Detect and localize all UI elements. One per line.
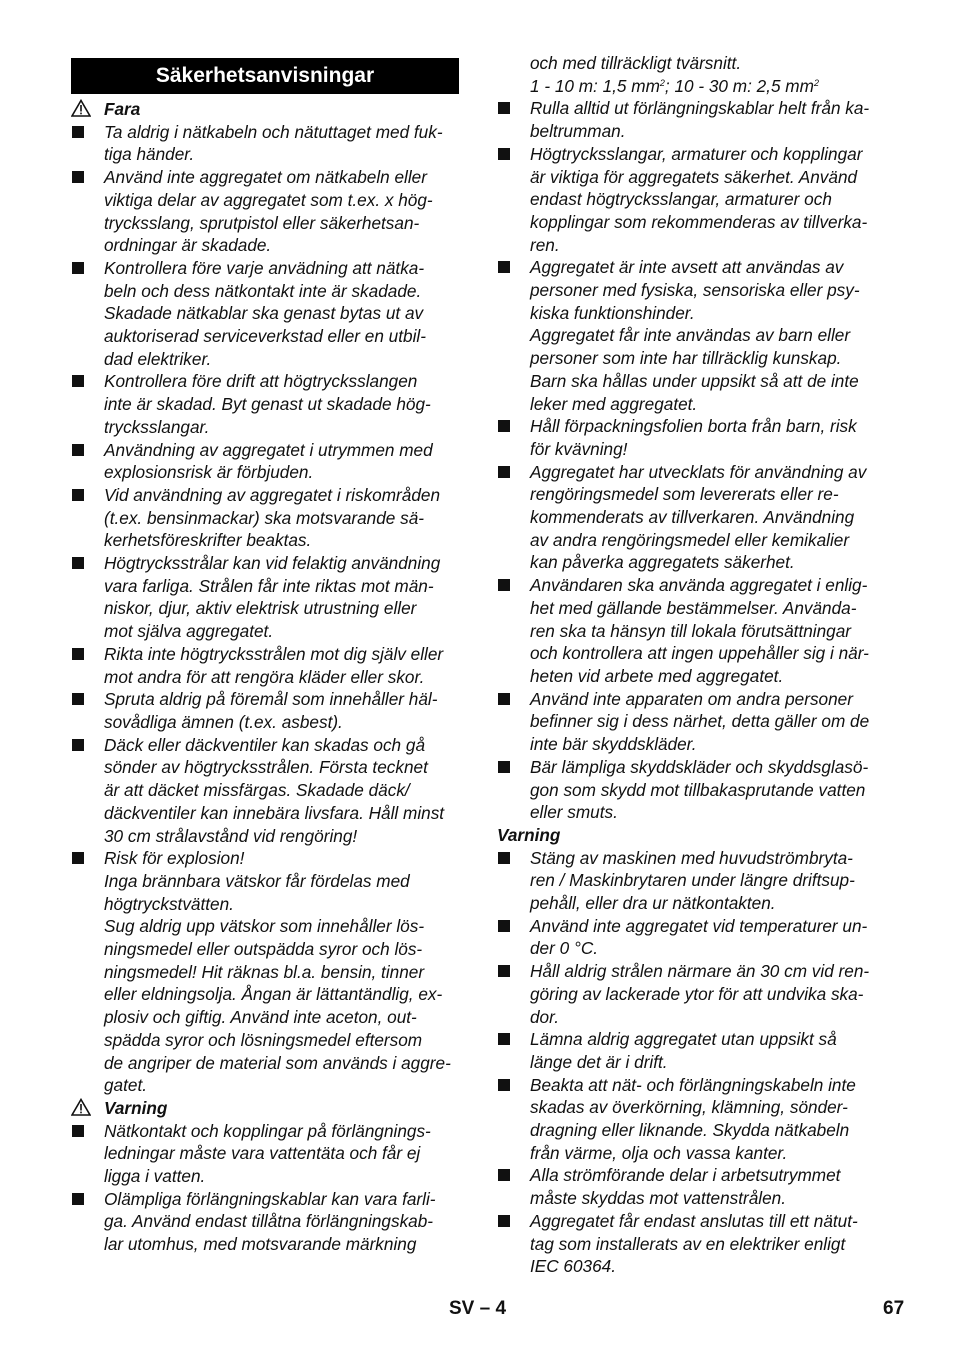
list-item — [497, 415, 887, 460]
list-item-line: Använd inte aggregatet vid temperaturer un- — [530, 915, 868, 936]
list-item-line: kommenderats av tillverkaren. Användning — [530, 507, 855, 528]
list-item-line: ordningar är skadade. — [104, 235, 272, 256]
list-item-line: mot själva aggregatet. — [104, 621, 274, 642]
right-varning-heading: Varning — [497, 824, 561, 845]
list-item-line: Aggregatet får endast anslutas till ett nätut- — [530, 1210, 858, 1231]
list-item — [497, 847, 887, 915]
list-item-line: Aggregatet får inte användas av barn eller — [530, 325, 851, 346]
list-item-line: gon som skydd mot tillbakasprutande vatten — [530, 779, 866, 800]
list-item-line: de angriper de material som används i aggre- — [104, 1052, 451, 1073]
list-item-line: måste skyddas mot vattenstrålen. — [530, 1188, 787, 1209]
list-item — [497, 1028, 887, 1073]
list-item-line: och kontrollera att ingen uppehåller sig i när- — [530, 643, 869, 664]
list-item-line: explosionsrisk är förbjuden. — [104, 462, 314, 483]
bullet-square-icon — [498, 1079, 510, 1091]
list-item-line: för kvävning! — [530, 438, 628, 459]
list-item-line: Högtrycksstrålar kan vid felaktig användning — [104, 553, 441, 574]
list-item-line: Vid användning av aggregatet i riskområden — [104, 484, 441, 505]
list-item — [497, 1210, 887, 1278]
list-item-line: der 0 °C. — [530, 938, 599, 959]
list-item-line: mot andra för att rengöra kläder eller skor. — [104, 666, 425, 687]
list-item-line: tiga händer. — [104, 144, 195, 165]
list-item-line: länge det är i drift. — [530, 1051, 668, 1072]
bullet-square-icon — [72, 739, 84, 751]
list-item-line: eller smuts. — [530, 802, 618, 823]
list-item-line: kerhetsföreskrifter beaktas. — [104, 530, 312, 551]
list-item — [497, 1074, 887, 1165]
list-item-line: trycksslangar. — [104, 416, 210, 437]
bullet-square-icon — [72, 489, 84, 501]
bullet-square-icon — [498, 466, 510, 478]
list-item-line: är att däcket missfärgas. Skadade däck/ — [104, 780, 410, 801]
list-item-line: dad elektriker. — [104, 348, 212, 369]
list-item-line: Aggregatet har utvecklats för användning av — [530, 461, 867, 482]
list-item-line: ren / Maskinbrytaren under längre driftsup- — [530, 870, 855, 891]
list-item — [497, 143, 887, 257]
bullet-square-icon — [72, 444, 84, 456]
section-title: Säkerhetsanvisningar — [71, 58, 459, 94]
list-item-line: kiska funktionshinder. — [530, 302, 695, 323]
footer-section-code: SV – 4 — [449, 1298, 507, 1319]
list-item — [497, 960, 887, 1028]
list-item-line: (t.ex. bensinmackar) ska motsvarande sä- — [104, 507, 424, 528]
list-item — [497, 256, 887, 415]
cable-spec-part2: ; 10 - 30 m: 2,5 mm — [664, 75, 814, 96]
list-item-line: personer som inte har tillräcklig kunskap. — [530, 348, 842, 369]
bullet-square-icon — [72, 1125, 84, 1137]
varning-heading-row — [71, 1097, 459, 1120]
list-item-line: ga. Använd endast tillåtna förlängningskab- — [104, 1211, 434, 1232]
list-item-line: niskor, djur, aktiv elektrisk utrustning eller — [104, 598, 417, 619]
list-item-line: beltrumman. — [530, 121, 626, 142]
list-item-line: befinner sig i dess närhet, detta gäller om de — [530, 711, 870, 732]
list-item-line: Skadade nätkablar ska genast bytas ut av — [104, 303, 424, 324]
list-item — [71, 643, 459, 688]
list-item-line: Håll aldrig strålen närmare än 30 cm vid ren- — [530, 961, 870, 982]
list-item-line: är viktiga för aggregatets säkerhet. Använd — [530, 166, 858, 187]
bullet-square-icon — [498, 1033, 510, 1045]
list-item-line: ningsmedel eller outspädda syror och lös- — [104, 939, 423, 960]
list-item-line: sönder av högtrycksstrålen. Första tecknet — [104, 757, 428, 778]
list-item-line: eller eldningsolja. Ångan är lättantändlig, ex- — [104, 984, 443, 1005]
list-item — [71, 484, 459, 552]
list-item-line: trycksslang, sprutpistol eller säkerhetsan- — [104, 212, 420, 233]
right-varning-list — [497, 847, 887, 1278]
list-item-line: Barn ska hållas under uppsikt så att de inte — [530, 370, 859, 391]
warning-triangle-icon — [71, 99, 91, 117]
list-item-line: tag som installerats av en elektriker enligt — [530, 1233, 846, 1254]
right-column — [497, 52, 887, 1278]
bullet-square-icon — [498, 579, 510, 591]
list-item-line: Sug aldrig upp vätskor som innehåller lös- — [104, 916, 425, 937]
list-item — [71, 257, 459, 371]
bullet-square-icon — [498, 852, 510, 864]
list-item-line: inte bär skyddskläder. — [530, 734, 697, 755]
list-item-line: Kontrollera före varje anvädning att nätka- — [104, 257, 425, 278]
list-item-line: personer med fysiska, sensoriska eller psy- — [530, 280, 860, 301]
list-item — [71, 370, 459, 438]
right-list — [497, 97, 887, 824]
list-item-line: däckventiler kan innebära livsfara. Håll minst — [104, 802, 445, 823]
list-item — [71, 734, 459, 848]
bullet-square-icon — [72, 648, 84, 660]
list-item — [497, 915, 887, 960]
varning-heading: Varning — [104, 1097, 168, 1118]
list-item — [71, 847, 459, 1097]
bullet-square-icon — [498, 693, 510, 705]
list-item-line: Bär lämpliga skyddskläder och skyddsglasö- — [530, 756, 869, 777]
list-item-line: leker med aggregatet. — [530, 393, 698, 414]
list-item-line: ningsmedel! Hit räknas bl.a. bensin, tinner — [104, 961, 425, 982]
list-item-line: Inga brännbara vätskor får fördelas med — [104, 870, 410, 891]
cable-spec-sup2: 2 — [813, 77, 819, 88]
fara-heading: Fara — [104, 99, 141, 119]
bullet-square-icon — [498, 148, 510, 160]
list-item — [71, 121, 459, 166]
list-item — [71, 439, 459, 484]
list-item-line: Användning av aggregatet i utrymmen med — [104, 439, 433, 460]
cable-spec-line — [497, 75, 887, 98]
list-item-line: ren. — [530, 234, 560, 255]
list-item — [71, 688, 459, 733]
list-item-line: Lämna aldrig aggregatet utan uppsikt så — [530, 1029, 837, 1050]
list-item-line: från värme, olja och vassa kanter. — [530, 1142, 788, 1163]
list-item — [497, 688, 887, 756]
bullet-square-icon — [72, 693, 84, 705]
list-item — [71, 552, 459, 643]
list-item-line: vara farliga. Strålen får inte riktas mot män- — [104, 575, 434, 596]
list-item-line: Rikta inte högtrycksstrålen mot dig själv eller — [104, 643, 444, 664]
list-item-line: ren ska ta hänsyn till lokala förutsättningar — [530, 620, 852, 641]
list-item-line: Ta aldrig i nätkabeln och nätuttaget med fuk- — [104, 121, 443, 142]
list-item-line: Använd inte apparaten om andra personer — [530, 688, 853, 709]
bullet-square-icon — [498, 102, 510, 114]
list-item-line: rengöringsmedel som levererats eller re- — [530, 484, 839, 505]
list-item-line: Använd inte aggregatet om nätkabeln eller — [104, 167, 427, 188]
list-item — [71, 1120, 459, 1188]
bullet-square-icon — [72, 852, 84, 864]
list-item-line: kan påverka aggregatets säkerhet. — [530, 552, 795, 573]
continuation-line: och med tillräckligt tvärsnitt. — [530, 53, 742, 73]
cable-spec-part1: 1 - 10 m: 1,5 mm — [530, 75, 660, 96]
list-item-line: endast högtrycksslangar, armaturer och — [530, 189, 832, 210]
list-item-line: plosiv och giftig. Använd inte aceton, out- — [104, 1007, 417, 1028]
list-item-line: högtryckstvätten. — [104, 893, 234, 914]
list-item-line: Stäng av maskinen med huvudströmbryta- — [530, 847, 853, 868]
list-item-line: gatet. — [104, 1075, 148, 1096]
list-item-line: inte är skadad. Byt genast ut skadade hög- — [104, 394, 431, 415]
bullet-square-icon — [72, 126, 84, 138]
list-item-line: dor. — [530, 1006, 559, 1027]
list-item — [497, 574, 887, 688]
left-column — [71, 58, 459, 1256]
warning-triangle-icon — [71, 1098, 91, 1116]
list-item-line: viktiga delar av aggregatet som t.ex. x hög- — [104, 189, 433, 210]
list-item-line: Beakta att nät- och förlängningskabeln inte — [530, 1074, 856, 1095]
list-item — [497, 756, 887, 824]
list-item — [497, 97, 887, 142]
bullet-square-icon — [498, 261, 510, 273]
list-item-line: dragning eller liknande. Skydda nätkabeln — [530, 1120, 850, 1141]
bullet-square-icon — [72, 171, 84, 183]
bullet-square-icon — [72, 557, 84, 569]
list-item-line: Olämpliga förlängningskablar kan vara farli- — [104, 1188, 436, 1209]
list-item-line: Håll förpackningsfolien borta från barn, risk — [530, 416, 857, 437]
list-item-line: lar utomhus, med motsvarande märkning — [104, 1234, 417, 1255]
bullet-square-icon — [498, 1169, 510, 1181]
list-item-line: Alla strömförande delar i arbetsutrymmet — [530, 1165, 841, 1186]
bullet-square-icon — [498, 420, 510, 432]
bullet-square-icon — [498, 1215, 510, 1227]
list-item-line: Användaren ska använda aggregatet i enlig- — [530, 575, 868, 596]
list-item-line: av andra rengöringsmedel eller kemikalier — [530, 529, 850, 550]
list-item-line: Däck eller däckventiler kan skadas och gå — [104, 734, 425, 755]
list-item-line: heten vid arbete med aggregatet. — [530, 665, 784, 686]
bullet-square-icon — [498, 920, 510, 932]
list-item-line: het med gällande bestämmelser. Använda- — [530, 597, 857, 618]
bullet-square-icon — [498, 761, 510, 773]
list-item-line: spädda syror och lösningsmedel eftersom — [104, 1029, 423, 1050]
bullet-square-icon — [72, 262, 84, 274]
list-item-line: 30 cm strålavstånd vid rengöring! — [104, 825, 358, 846]
list-item-line: ledningar måste vara vattentäta och får ej — [104, 1143, 421, 1164]
list-item-line: beln och dess nätkontakt inte är skadade. — [104, 280, 422, 301]
list-item-line: pehåll, eller dra ur nätkontakten. — [530, 893, 776, 914]
bullet-square-icon — [498, 965, 510, 977]
list-item-line: Aggregatet är inte avsett att användas av — [530, 257, 844, 278]
fara-heading-row — [71, 98, 459, 121]
list-item-line: kopplingar som rekommenderas av tillverka- — [530, 211, 868, 232]
bullet-square-icon — [72, 375, 84, 387]
list-item-line: Högtrycksslangar, armaturer och kopplingar — [530, 143, 863, 164]
list-item — [497, 1164, 887, 1209]
list-item — [497, 461, 887, 575]
list-item — [71, 166, 459, 257]
list-item-line: ligga i vatten. — [104, 1166, 206, 1187]
cable-spec-sup1: 2 — [659, 77, 665, 88]
list-item-line: Nätkontakt och kopplingar på förlängnings- — [104, 1120, 431, 1141]
list-item-line: Rulla alltid ut förlängningskablar helt från ka- — [530, 98, 870, 119]
list-item-line: göring av lackerade ytor för att undvika ska- — [530, 983, 864, 1004]
list-item-line: auktoriserad serviceverkstad eller en utbil- — [104, 326, 426, 347]
bullet-square-icon — [72, 1193, 84, 1205]
varning-list — [71, 1120, 459, 1256]
list-item-line: sovådliga ämnen (t.ex. asbest). — [104, 711, 343, 732]
list-item-line: skadas av överkörning, klämning, sönder- — [530, 1097, 848, 1118]
list-item-line: Kontrollera före drift att högtrycksslangen — [104, 371, 418, 392]
fara-list — [71, 121, 459, 1097]
list-item-line: IEC 60364. — [530, 1256, 616, 1277]
list-item-line: Risk för explosion! — [104, 848, 245, 869]
list-item-line: Spruta aldrig på föremål som innehåller häl- — [104, 689, 438, 710]
footer-page-number: 67 — [883, 1298, 905, 1319]
list-item — [71, 1188, 459, 1256]
